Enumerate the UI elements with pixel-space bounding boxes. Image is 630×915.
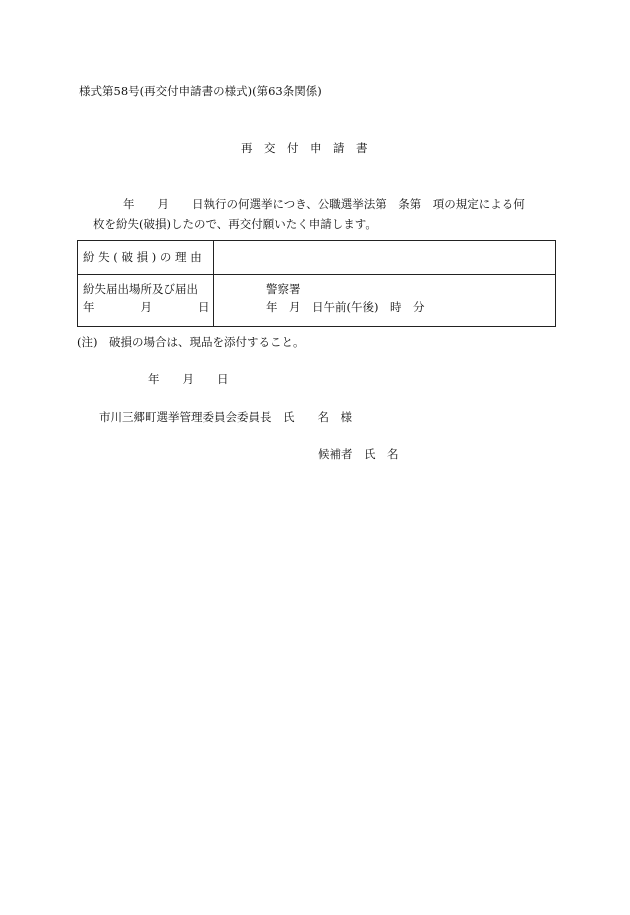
note-text: (注) 破損の場合は、現品を添付すること。 bbox=[77, 335, 305, 349]
loss-report-label-line-1: 紛失届出場所及び届出 bbox=[83, 282, 198, 296]
table-row-loss-report bbox=[78, 275, 556, 327]
application-date: 年 月 日 bbox=[148, 372, 229, 386]
document-title: 再 交 付 申 請 書 bbox=[241, 141, 368, 155]
candidate-name-line: 候補者 氏 名 bbox=[318, 447, 399, 461]
body-text-line-2: 枚を紛失(破損)したので、再交付願いたく申請します。 bbox=[93, 217, 377, 231]
form-number: 様式第58号(再交付申請書の様式)(第63条関係) bbox=[79, 84, 322, 98]
loss-report-label-line-2: 年 月 日 bbox=[83, 300, 210, 314]
police-station-label: 警察署 bbox=[266, 282, 301, 296]
report-datetime-line: 年 月 日午前(午後) 時 分 bbox=[266, 300, 425, 314]
reason-label-cell bbox=[78, 241, 214, 275]
body-text-line-1: 年 月 日執行の何選挙につき、公職選挙法第 条第 項の規定による何 bbox=[123, 197, 525, 211]
reason-label: 紛 失 ( 破 損 ) の 理 由 bbox=[83, 250, 202, 264]
application-table bbox=[77, 240, 556, 327]
loss-report-value-cell bbox=[214, 275, 556, 327]
table-row-reason bbox=[78, 241, 556, 275]
loss-report-label-cell bbox=[78, 275, 214, 327]
addressee-line: 市川三郷町選挙管理委員会委員長 氏 名 様 bbox=[99, 410, 352, 424]
reason-value-cell bbox=[214, 241, 556, 275]
